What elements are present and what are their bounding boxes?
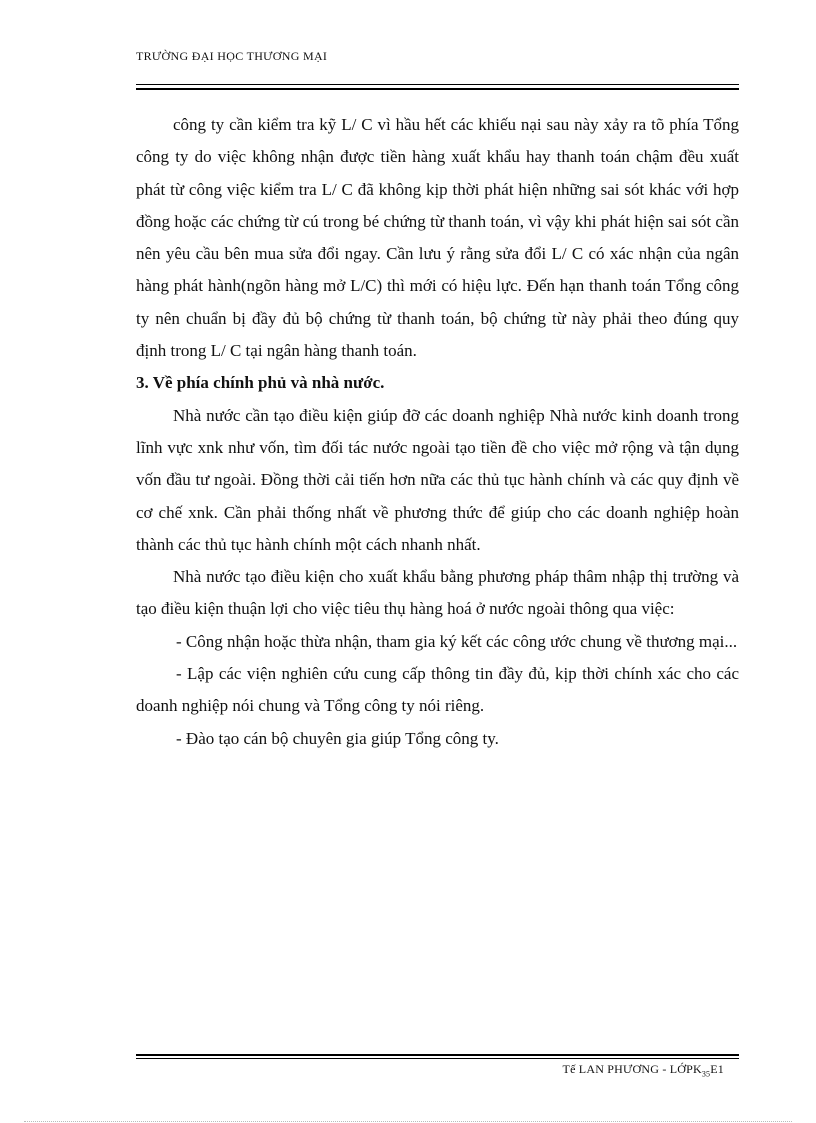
document-body [136, 109, 739, 755]
footer-class-suffix: E1 [710, 1062, 724, 1076]
footer-rule-top [136, 1054, 739, 1056]
header-rule-bottom [136, 88, 739, 90]
list-item: - Công nhận hoặc thừa nhận, tham gia ký kết các công ước chung về thương mại... [176, 631, 738, 651]
header-rule-top [136, 84, 739, 85]
footer-rule-bottom [136, 1058, 739, 1059]
paragraph-state-support: Nhà nước cần tạo điều kiện giúp đỡ các doanh nghiệp Nhà nước kinh doanh trong lĩnh vực xnk như vốn, tìm đối tác nước ngoài tạo tiền đề cho việc mở rộng và tận dụng vốn đầu tư ngoài. Đồng thời cải tiến hơn nữa các thủ tục hành chính và các quy định về cơ chế xnk. Cần phải thống nhất về phương thức để giúp cho các doanh nghiệp hoàn thành các thủ tục hành chính một cách nhanh nhất. [136, 405, 739, 554]
section-heading-government: 3. Về phía chính phủ và nhà nước. [136, 373, 385, 393]
page-header: TRƯỜNG ĐẠI HỌC THƯƠNG MẠI [136, 49, 328, 63]
page-bottom-border [24, 1121, 792, 1122]
footer-class-sub: 35 [701, 1069, 711, 1079]
footer-author: Tế LAN PHƯƠNG - LỚPK [562, 1062, 702, 1076]
paragraph-lc-check: công ty cần kiểm tra kỹ L/ C vì hầu hết các khiếu nại sau này xảy ra tõ phía Tổng công ty do việc không nhận được tiền hàng xuất khẩu hay thanh toán chậm đều xuất phát từ công việc kiểm tra L/ C đã không kịp thời phát hiện những sai sót khác với hợp đồng hoặc các chứng từ cú trong bé chứng từ thanh toán, vì vậy khi phát hiện sai sót cần nên yêu cầu bên mua sửa đổi ngay. Cần lưu ý rằng sửa đổi L/ C có xác nhận của ngân hàng phát hành(ngõn hàng mở L/C) thì mới có hiệu lực. Đến hạn thanh toán Tổng công ty nên chuẩn bị đầy đủ bộ chứng từ thanh toán, bộ chứng từ này phải theo đúng quy định trong L/ C tại ngân hàng thanh toán. [136, 115, 739, 361]
list-item: - Lập các viện nghiên cứu cung cấp thông tin đầy đủ, kịp thời chính xác cho các doanh nghiệp nói chung và Tổng công ty nói riêng. [136, 664, 739, 716]
page-footer [563, 1062, 724, 1078]
list-item: - Đào tạo cán bộ chuyên gia giúp Tổng công ty. [176, 728, 499, 748]
paragraph-export-conditions: Nhà nước tạo điều kiện cho xuất khẩu bằng phương pháp thâm nhập thị trường và tạo điều kiện thuận lợi cho việc tiêu thụ hàng hoá ở nước ngoài thông qua việc: [136, 567, 739, 619]
